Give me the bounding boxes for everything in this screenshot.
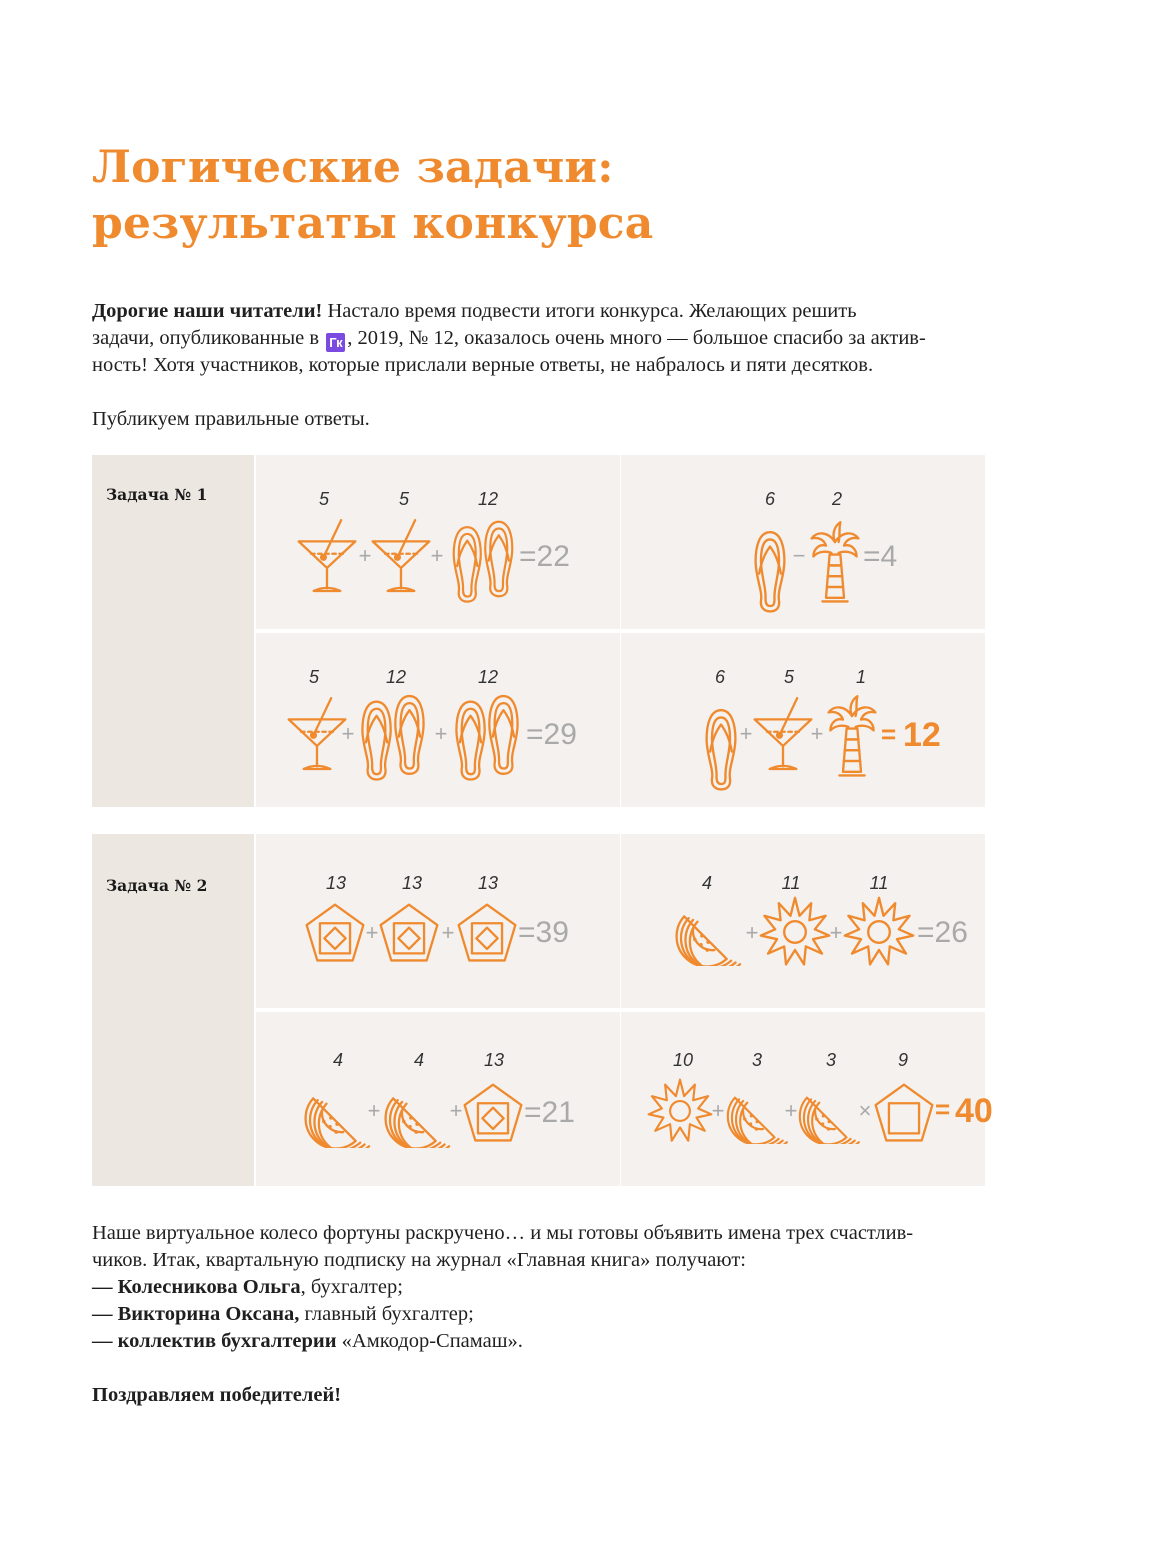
- task-2-eq-2: [621, 834, 985, 1008]
- task-1-eq-1: [256, 455, 620, 629]
- equation-graphic: [256, 1012, 620, 1186]
- equation-graphic: [621, 633, 985, 807]
- eq-operator: +: [449, 1098, 463, 1123]
- eq-operator: +: [341, 721, 355, 746]
- flip-flops-icon: [362, 696, 423, 779]
- pentagon-diamond-icon: [465, 1085, 522, 1141]
- palm-tree-icon: [829, 696, 876, 775]
- eq-operator: +: [358, 543, 372, 568]
- sun-icon: [761, 898, 829, 965]
- intro-bold: Дорогие наши читатели!: [92, 300, 323, 322]
- watermelon-slices-icon: [800, 1098, 859, 1150]
- congrats-bold: Поздравляем победителей!: [92, 1384, 342, 1406]
- eq-number: 6: [764, 489, 776, 509]
- watermelon-slices-icon: [677, 916, 740, 971]
- eq-number: 3: [751, 1050, 763, 1070]
- eq-number: 10: [672, 1050, 694, 1070]
- eq-number: 1: [855, 667, 867, 687]
- eq-result: =21: [524, 1096, 575, 1129]
- flip-flop-icon: [756, 532, 785, 611]
- eq-operator: ×: [858, 1098, 872, 1123]
- eq-number: 3: [825, 1050, 837, 1070]
- intro-line-2a: задачи, опубликованные в: [92, 327, 320, 349]
- eq-result: =26: [917, 916, 968, 949]
- sun-icon: [845, 898, 913, 965]
- palm-tree-icon: [812, 522, 859, 601]
- eq-operator: −: [792, 543, 806, 568]
- page-title: [92, 140, 1092, 252]
- watermelon-slices-icon: [728, 1098, 787, 1150]
- intro-line-2b: , 2019, № 12, оказалось очень много — большое спасибо за актив-: [347, 327, 926, 349]
- eq-operator: +: [745, 920, 759, 945]
- eq-result: =22: [519, 540, 570, 573]
- eq-operator: +: [430, 543, 444, 568]
- task-2-block: [92, 834, 1040, 1186]
- winner-name: — Колесникова Ольга: [92, 1276, 301, 1298]
- winner-role: главный бухгалтер;: [299, 1303, 474, 1325]
- task-2-label-panel: [92, 834, 254, 1186]
- eq-number: 6: [714, 667, 726, 687]
- cocktail-icon: [299, 520, 356, 591]
- eq-operator: +: [434, 721, 448, 746]
- eq-number: 9: [897, 1050, 909, 1070]
- eq-number: 13: [483, 1050, 505, 1070]
- answer-value: 40: [955, 1092, 993, 1130]
- eq-number: 5: [783, 667, 795, 687]
- task-1-eq-4: [621, 633, 985, 807]
- eq-result: =29: [526, 718, 577, 751]
- winner-2: [92, 1301, 1037, 1328]
- eq-number: 5: [318, 489, 330, 509]
- cocktail-icon: [289, 698, 346, 769]
- eq-number: 13: [325, 873, 347, 893]
- eq-operator: +: [829, 920, 843, 945]
- intro-paragraph: [92, 298, 1037, 379]
- eq-number: 5: [308, 667, 320, 687]
- sun-icon: [649, 1080, 712, 1141]
- outro-paragraph: [92, 1220, 1037, 1355]
- task-2-eq-1: [256, 834, 620, 1008]
- glavkniga-logo: Гк: [326, 333, 345, 352]
- eq-operator: +: [739, 721, 753, 746]
- flip-flops-icon: [456, 696, 517, 779]
- outro-line-2: чиков. Итак, квартальную подписку на журнал «Главная книга» получают:: [92, 1249, 746, 1271]
- equation-graphic: [256, 455, 620, 629]
- eq-number: 13: [401, 873, 423, 893]
- eq-operator: +: [784, 1098, 798, 1123]
- winner-3: [92, 1328, 1037, 1355]
- publish-text: Публикуем правильные ответы.: [92, 408, 370, 430]
- pentagon-diamond-icon: [381, 905, 438, 961]
- eq-number: 4: [413, 1050, 425, 1070]
- cocktail-icon: [755, 698, 812, 769]
- title-line-1: Логические задачи:: [92, 142, 614, 193]
- equation-graphic: [256, 834, 620, 1008]
- eq-result: =39: [518, 916, 569, 949]
- task-1-eq-2: [621, 455, 985, 629]
- task-1-label-panel: [92, 455, 254, 807]
- intro-line-1: Настало время подвести итоги конкурса. Желающих решить: [327, 300, 857, 322]
- eq-operator: +: [711, 1098, 725, 1123]
- pentagon-diamond-icon: [307, 905, 364, 961]
- answer-equals: =: [935, 1094, 951, 1124]
- intro-line-3: ность! Хотя участников, которые прислали верные ответы, не набралось и пяти десятков.: [92, 354, 874, 376]
- congrats-text: [92, 1382, 1037, 1409]
- winner-role: «Амкодор-Спамаш».: [336, 1330, 523, 1352]
- eq-operator: +: [441, 920, 455, 945]
- eq-number: 12: [385, 667, 407, 687]
- eq-number: 11: [869, 873, 889, 893]
- eq-result: =4: [863, 540, 898, 573]
- flip-flop-icon: [707, 710, 736, 789]
- answer-equals: =: [881, 719, 897, 749]
- task-1-eq-3: [256, 633, 620, 807]
- equation-graphic: [621, 1012, 993, 1186]
- task-2-eq-3: [256, 1012, 620, 1186]
- winner-name: — коллектив бухгалтерии: [92, 1330, 337, 1352]
- flip-flops-icon: [454, 522, 513, 602]
- winner-role: , бухгалтер;: [300, 1276, 403, 1298]
- pentagon-diamond-icon: [459, 905, 516, 961]
- task-2-eq-4: [621, 1012, 993, 1186]
- outro-line-1: Наше виртуальное колесо фортуны раскручено… и мы готовы объявить имена трех счастлив-: [92, 1222, 914, 1244]
- eq-number: 13: [477, 873, 499, 893]
- watermelon-slices-icon: [386, 1098, 449, 1153]
- eq-number: 12: [477, 489, 499, 509]
- answer-value: 12: [903, 716, 941, 754]
- eq-number: 4: [701, 873, 713, 893]
- equation-graphic: [256, 633, 620, 807]
- eq-number: 5: [398, 489, 410, 509]
- task-1-block: [92, 455, 1040, 807]
- pentagon-square-icon: [876, 1085, 933, 1141]
- winner-1: [92, 1274, 1037, 1301]
- eq-operator: +: [365, 920, 379, 945]
- task-1-label: Задача № 1: [106, 485, 208, 504]
- watermelon-slices-icon: [306, 1098, 369, 1153]
- task-2-label: Задача № 2: [106, 876, 208, 895]
- title-line-2: результаты конкурса: [92, 198, 654, 249]
- eq-number: 12: [477, 667, 499, 687]
- eq-number: 4: [332, 1050, 344, 1070]
- eq-operator: +: [810, 721, 824, 746]
- equation-graphic: [621, 455, 985, 629]
- eq-operator: +: [367, 1098, 381, 1123]
- cocktail-icon: [373, 520, 430, 591]
- eq-number: 11: [781, 873, 801, 893]
- eq-number: 2: [831, 489, 843, 509]
- equation-graphic: [621, 834, 985, 1008]
- winner-name: — Викторина Оксана,: [92, 1303, 300, 1325]
